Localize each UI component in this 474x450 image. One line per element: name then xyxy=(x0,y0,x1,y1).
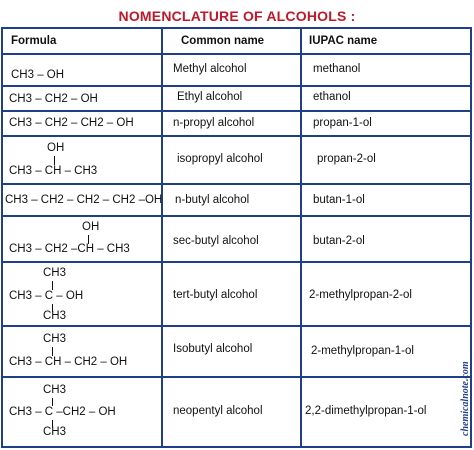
common-name-tert-butyl: tert-butyl alcohol xyxy=(173,289,258,301)
row-divider xyxy=(3,325,470,327)
iupac-name-ethanol: ethanol xyxy=(313,91,351,103)
common-name-ethanol: Ethyl alcohol xyxy=(177,91,243,103)
formula-butan-2-ol-oh: OH xyxy=(82,221,100,233)
iupac-name-tert-butyl: 2-methylpropan-2-ol xyxy=(309,289,412,301)
row-divider xyxy=(3,183,470,185)
common-name-isobutyl: Isobutyl alcohol xyxy=(173,343,253,355)
formula-neopentyl-top-methyl: CH3 xyxy=(43,384,67,396)
iupac-name-propan-2-ol: propan-2-ol xyxy=(317,153,376,165)
formula-methanol: CH3 – OH xyxy=(11,69,65,81)
row-divider xyxy=(3,376,470,378)
header-common-name: Common name xyxy=(181,35,265,47)
row-divider xyxy=(3,53,470,55)
formula-propan-2-ol-oh: OH xyxy=(47,142,65,154)
iupac-name-isobutyl: 2-methylpropan-1-ol xyxy=(311,345,414,357)
column-divider xyxy=(161,29,163,446)
common-name-methanol: Methyl alcohol xyxy=(173,63,247,75)
formula-propan-2-ol: CH3 – CH – CH3 xyxy=(9,165,98,177)
header-iupac-name: IUPAC name xyxy=(309,35,378,47)
formula-propan-1-ol: CH3 – CH2 – CH2 – OH xyxy=(9,117,134,129)
common-name-butan-2-ol: sec-butyl alcohol xyxy=(173,235,259,247)
formula-tert-butyl: CH3 – C – OH xyxy=(9,290,84,302)
header-formula: Formula xyxy=(11,35,57,47)
iupac-name-butan-2-ol: butan-2-ol xyxy=(313,235,365,247)
nomenclature-table xyxy=(1,27,472,448)
formula-tert-butyl-bottom-methyl: CH3 xyxy=(43,310,67,322)
bond-line xyxy=(52,347,53,356)
watermark: chemicalnote.com xyxy=(460,361,471,436)
formula-butan-1-ol: CH3 – CH2 – CH2 – CH2 –OH xyxy=(5,194,163,206)
common-name-neopentyl: neopentyl alcohol xyxy=(173,405,263,417)
formula-isobutyl: CH3 – CH – CH2 – OH xyxy=(9,356,128,368)
formula-isobutyl-top-methyl: CH3 xyxy=(43,333,67,345)
common-name-propan-2-ol: isopropyl alcohol xyxy=(177,153,263,165)
row-divider xyxy=(3,215,470,217)
common-name-butan-1-ol: n-butyl alcohol xyxy=(175,194,250,206)
page-title: NOMENCLATURE OF ALCOHOLS : xyxy=(118,8,356,24)
formula-neopentyl: CH3 – C –CH2 – OH xyxy=(9,406,116,418)
common-name-propan-1-ol: n-propyl alcohol xyxy=(173,117,255,129)
bond-line xyxy=(54,156,55,165)
iupac-name-methanol: methanol xyxy=(313,63,361,75)
column-divider xyxy=(300,29,302,446)
row-divider xyxy=(3,135,470,137)
formula-ethanol: CH3 – CH2 – OH xyxy=(9,93,98,105)
row-divider xyxy=(3,261,470,263)
iupac-name-butan-1-ol: butan-1-ol xyxy=(313,194,365,206)
iupac-name-propan-1-ol: propan-1-ol xyxy=(313,117,372,129)
formula-neopentyl-bottom-methyl: CH3 xyxy=(43,426,67,438)
bond-line xyxy=(52,398,53,406)
formula-tert-butyl-top-methyl: CH3 xyxy=(43,267,67,279)
formula-butan-2-ol: CH3 – CH2 –CH – CH3 xyxy=(9,243,130,255)
iupac-name-neopentyl: 2,2-dimethylpropan-1-ol xyxy=(305,405,427,417)
bond-line xyxy=(52,281,53,290)
